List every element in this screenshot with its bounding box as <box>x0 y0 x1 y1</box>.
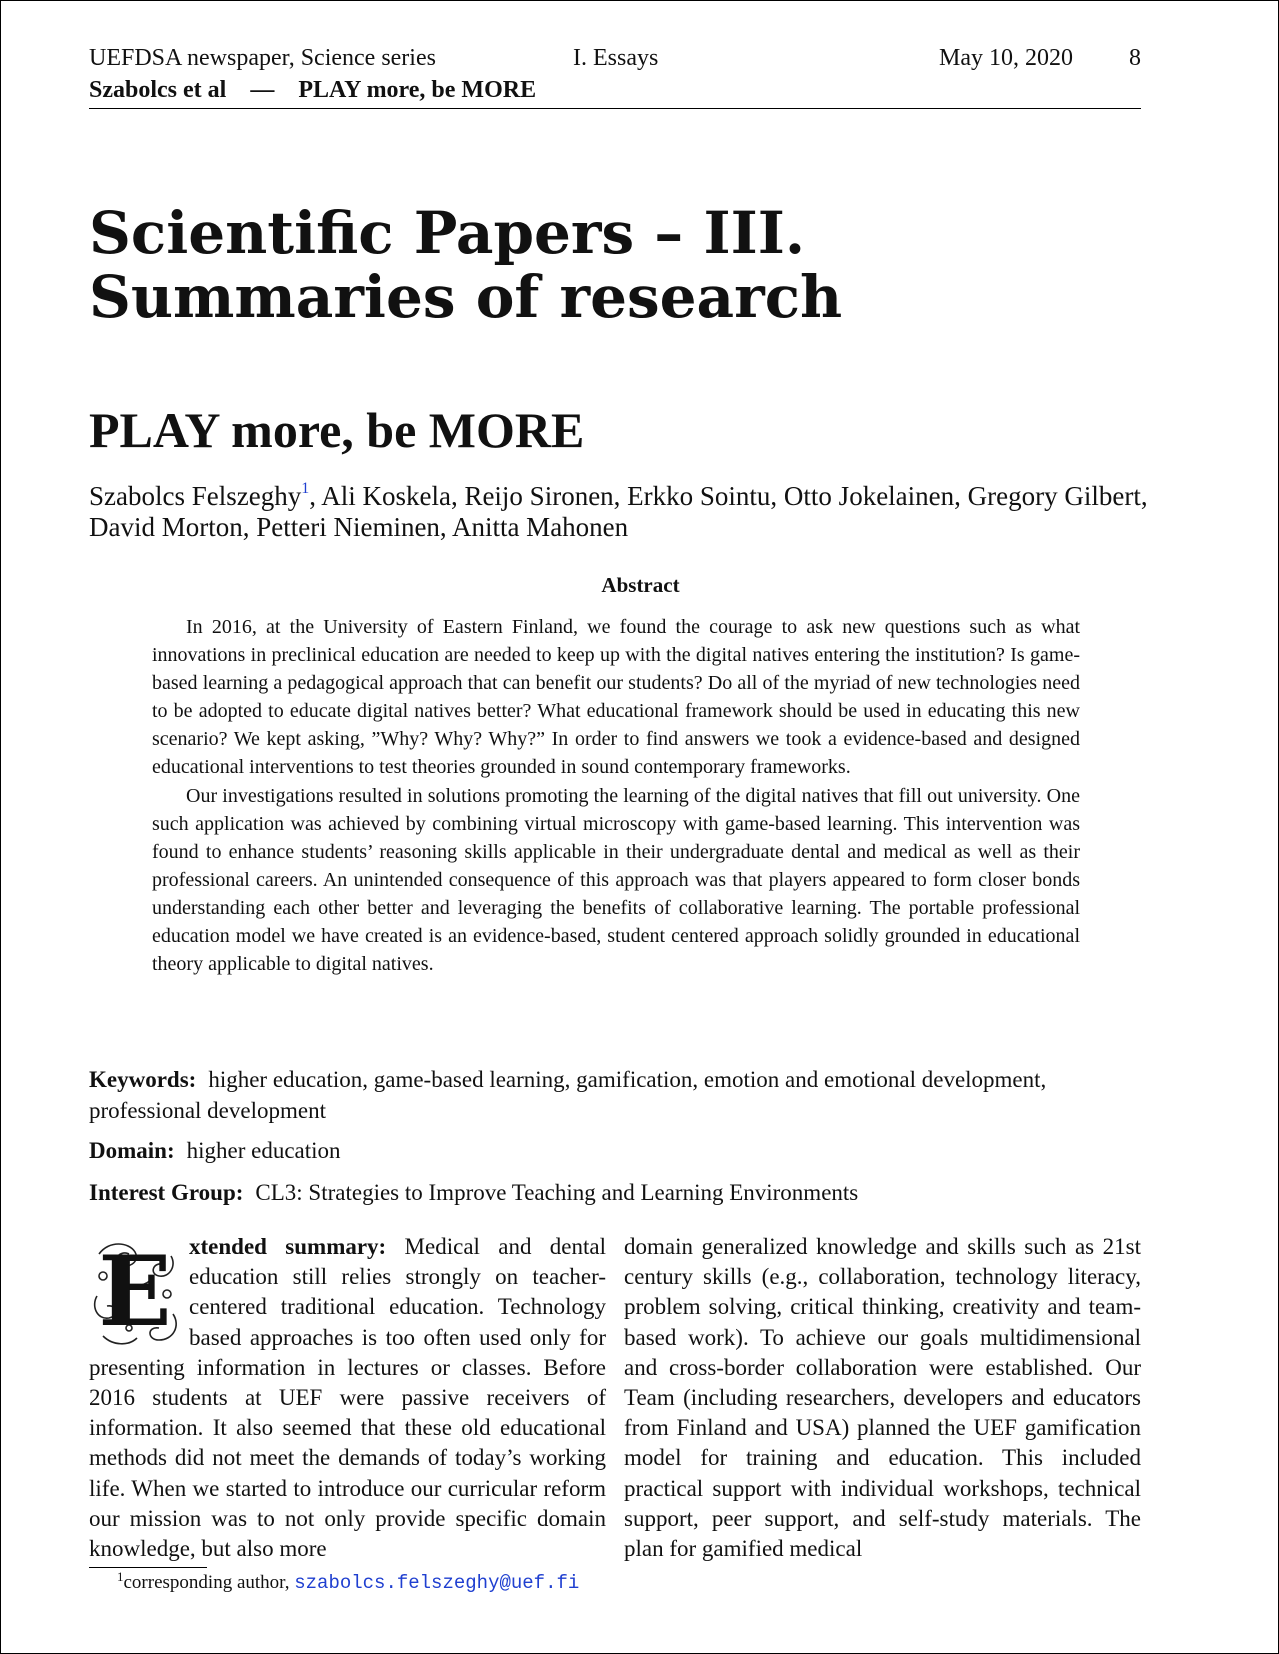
body-text-left: Medical and dental education still relies strongly on teacher-centered traditional education. Technology based approaches is too often used only for presenting information in lectures or classes. Before 2016 students at UEF were passive receivers of information. It also seemed that these old educational methods did not meet the demands of today’s working life. When we started to introduce our curricular reform our mission was to not only provide specific domain knowledge, but also more <box>89 1234 606 1562</box>
footnote-link[interactable]: 1 <box>301 480 310 497</box>
paper-title: PLAY more, be MORE <box>89 402 585 458</box>
corresponding-email-link[interactable]: szabolcs.felszeghy@uef.fi <box>294 1572 580 1594</box>
section-title: Scientific Papers – III. Summaries of research <box>89 199 843 331</box>
footnote-mark: 1 <box>117 1569 124 1584</box>
domain-label: Domain: <box>89 1138 175 1163</box>
interest-group <box>89 1177 1141 1208</box>
keywords-value: higher education, game-based learning, gamification, emotion and emotional development, professional development <box>89 1067 1047 1123</box>
first-author: Szabolcs Felszeghy <box>89 481 302 511</box>
interest-group-value: CL3: Strategies to Improve Teaching and Learning Environments <box>255 1180 859 1205</box>
page-number: 8 <box>1129 45 1141 71</box>
author-list <box>89 481 1151 543</box>
ornamental-dropcap <box>89 1236 181 1350</box>
body-column-right <box>624 1232 1141 1564</box>
domain-value: higher education <box>186 1138 341 1163</box>
other-authors: , Ali Koskela, Reijo Sironen, Erkko Sointu, Otto Jokelainen, Gregory Gilbert, David Morton, Petteri Nieminen, Anitta Mahonen <box>89 481 1148 542</box>
abstract-heading: Abstract <box>601 573 680 597</box>
dropcap-letter: E <box>98 1235 172 1348</box>
abstract <box>152 613 1080 978</box>
body-text-right: domain generalized knowledge and skills such as 21st century skills (e.g., collaboration, technology literacy, problem solving, critical thinking, creativity and team-based work). To achieve our goals multidimensional and cross-border collaboration were established. Our Team (including researchers, developers and educators from Finland and USA) planned the UEF gamification model for training and education. This included practical support with individual workshops, technical support, peer support, and self-study materials. The plan for gamified medical <box>624 1234 1141 1562</box>
running-title: PLAY more, be MORE <box>298 77 537 103</box>
issue-date: May 10, 2020 <box>939 45 1073 71</box>
running-title-line <box>89 77 1141 109</box>
body-column-left <box>89 1232 606 1564</box>
running-authors: Szabolcs et al <box>89 77 227 103</box>
journal-name: UEFDSA newspaper, Science series <box>89 45 436 71</box>
footnote <box>117 1569 580 1594</box>
abstract-paragraph: Our investigations resulted in solutions promoting the learning of the digital natives that fill out university. One such application was achieved by combining virtual microscopy with game-based learning. This intervention was found to enhance students’ reasoning skills applicable in their undergraduate dental and medical as well as their professional careers. An unintended consequence of this approach was that players appeared to form closer bonds understanding each other better and leveraging the benefits of collaborative learning. The portable professional education model we have created is an evidence-based, student centered approach solidly grounded in educational theory applicable to digital natives. <box>152 784 1080 976</box>
abstract-paragraph: In 2016, at the University of Eastern Finland, we found the courage to ask new questions such as what innovations in preclinical education are needed to keep up with the digital natives entering the institution? Is game-based learning a pedagogical approach that can benefit our students? Do all of the myriad of new technologies need to be adopted to educate digital natives better? What educational framework should be used in educating this new scenario? We kept asking, ”Why? Why? Why?” In order to find answers we took a evidence-based and designed educational interventions to test theories grounded in sound contemporary frameworks. <box>152 616 1080 779</box>
domain <box>89 1135 1141 1166</box>
keywords-label: Keywords: <box>89 1067 197 1092</box>
running-dash: — <box>250 77 275 103</box>
extended-summary-lead: xtended summary: <box>189 1234 387 1259</box>
running-header <box>89 45 1141 109</box>
section-name: I. Essays <box>573 45 659 71</box>
footnote-text: corresponding author, <box>123 1572 295 1593</box>
keywords <box>89 1064 1141 1126</box>
header-rule <box>89 108 1141 109</box>
interest-group-label: Interest Group: <box>89 1180 244 1205</box>
footnote-rule <box>89 1567 207 1568</box>
